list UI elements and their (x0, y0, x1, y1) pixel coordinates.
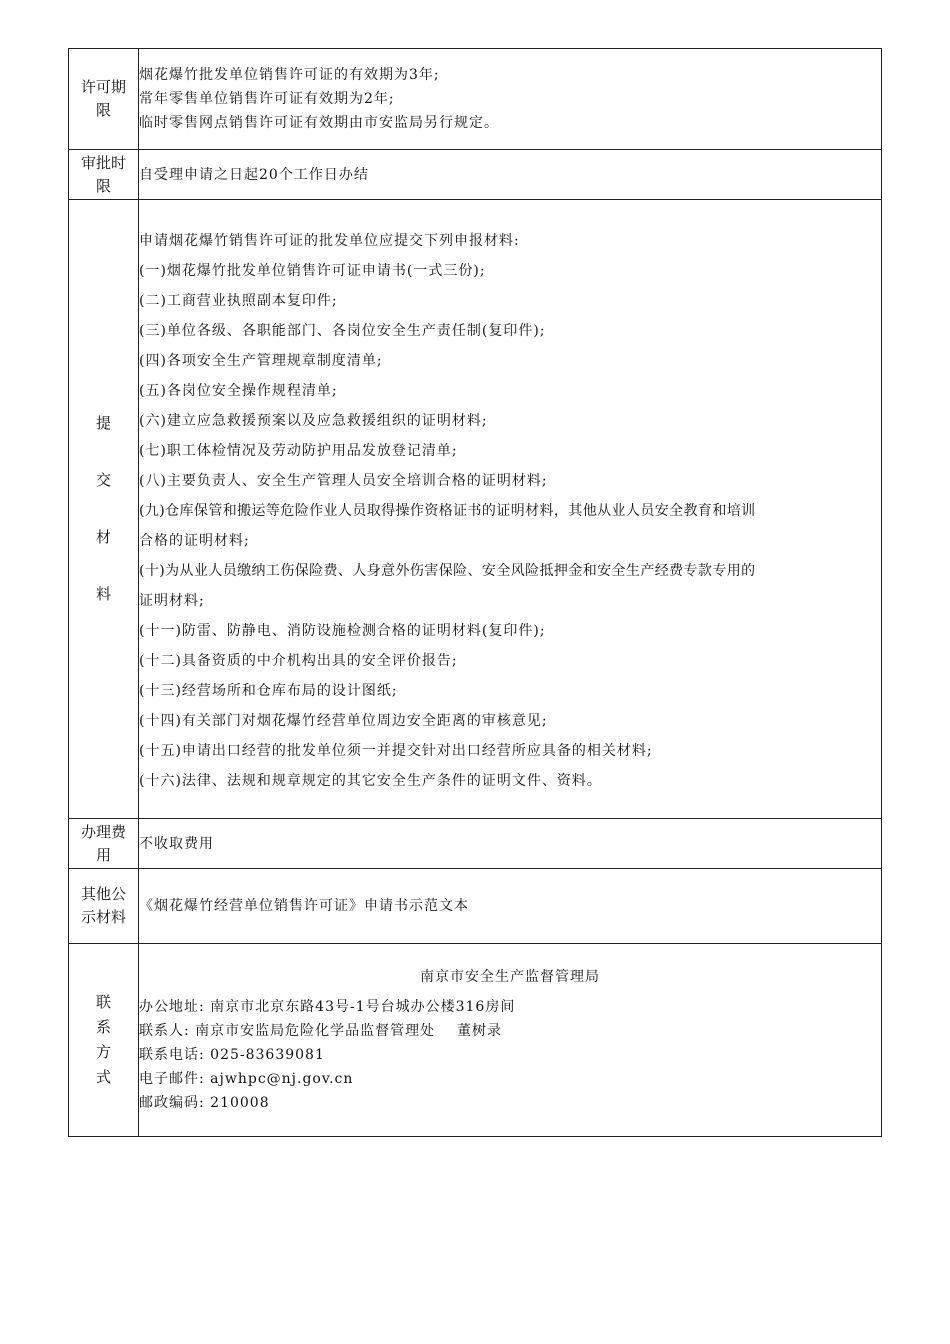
validity-line-1: 烟花爆竹批发单位销售许可证的有效期为3年; (139, 67, 440, 83)
label-contact (69, 944, 139, 1137)
contact-address: 办公地址: 南京市北京东路43号-1号台城办公楼316房间 (139, 999, 516, 1015)
info-table (68, 48, 882, 1137)
content-fee (139, 819, 882, 869)
material-line: (四)各项安全生产管理规章制度清单; (139, 353, 383, 369)
label-other-text: 其他公示材料 (80, 885, 126, 926)
content-other (139, 869, 882, 944)
row-validity (69, 49, 882, 150)
materials-label-char-2: 交 (95, 471, 111, 489)
contact-org: 南京市安全生产监督管理局 (420, 969, 600, 985)
contact-phone: 联系电话: 025-83639081 (139, 1047, 325, 1063)
label-time-limit (69, 150, 139, 200)
validity-line-2: 常年零售单位销售许可证有效期为2年; (139, 91, 395, 107)
label-fee (69, 819, 139, 869)
material-line: (七)职工体检情况及劳动防护用品发放登记清单; (139, 443, 458, 459)
row-contact (69, 944, 882, 1137)
material-line: (六)建立应急救援预案以及应急救援组织的证明材料; (139, 413, 488, 429)
label-materials (69, 200, 139, 819)
material-line: (九)仓库保管和搬运等危险作业人员取得操作资格证书的证明材料，其他从业人员安全教育和培训 (139, 503, 756, 519)
row-fee (69, 819, 882, 869)
row-other (69, 869, 882, 944)
contact-label-char-3: 方 (95, 1043, 111, 1061)
materials-label-char-4: 料 (95, 585, 111, 603)
row-time-limit (69, 150, 882, 200)
materials-label-char-3: 材 (95, 528, 111, 546)
contact-postcode: 邮政编码: 210008 (139, 1095, 270, 1111)
fee-text: 不收取费用 (139, 835, 214, 852)
content-materials (139, 200, 882, 819)
material-line: 申请烟花爆竹销售许可证的批发单位应提交下列申报材料: (139, 233, 520, 249)
materials-label-char-1: 提 (95, 414, 111, 432)
material-line: (十五)申请出口经营的批发单位须一并提交针对出口经营所应具备的相关材料; (139, 743, 653, 759)
material-line: 合格的证明材料; (139, 533, 250, 549)
label-validity-text: 许可期限 (80, 78, 126, 119)
material-line: (十)为从业人员缴纳工伤保险费、人身意外伤害保险、安全风险抵押金和安全生产经费专款专用的 (139, 563, 756, 579)
material-line: (一)烟花爆竹批发单位销售许可证申请书(一式三份); (139, 263, 486, 279)
contact-label-char-1: 联 (95, 993, 111, 1011)
validity-line-3: 临时零售网点销售许可证有效期由市安监局另行规定。 (139, 115, 499, 131)
other-text: 《烟花爆竹经营单位销售许可证》申请书示范文本 (139, 898, 469, 914)
content-contact (139, 944, 882, 1137)
material-line: (十三)经营场所和仓库布局的设计图纸; (139, 683, 398, 699)
content-time-limit (139, 150, 882, 200)
label-validity (69, 49, 139, 150)
material-line: (二)工商营业执照副本复印件; (139, 293, 338, 309)
material-line: (十一)防雷、防静电、消防设施检测合格的证明材料(复印件); (139, 623, 546, 639)
material-line: (五)各岗位安全操作规程清单; (139, 383, 338, 399)
label-other (69, 869, 139, 944)
contact-person: 联系人: 南京市安监局危险化学品监督管理处 董树录 (139, 1023, 502, 1039)
time-limit-text: 自受理申请之日起20个工作日办结 (139, 166, 369, 183)
material-line: (十二)具备资质的中介机构出具的安全评价报告; (139, 653, 458, 669)
material-line: (三)单位各级、各职能部门、各岗位安全生产责任制(复印件); (139, 323, 546, 339)
contact-label-char-4: 式 (95, 1068, 111, 1086)
contact-email: 电子邮件: ajwhpc@nj.gov.cn (139, 1071, 354, 1087)
material-line: (十六)法律、法规和规章规定的其它安全生产条件的证明文件、资料。 (139, 773, 602, 789)
label-time-limit-text: 审批时限 (80, 153, 126, 195)
material-line: 证明材料; (139, 593, 205, 609)
row-materials (69, 200, 882, 819)
label-fee-text: 办理费用 (80, 822, 126, 864)
content-validity (139, 49, 882, 150)
material-line: (十四)有关部门对烟花爆竹经营单位周边安全距离的审核意见; (139, 713, 548, 729)
material-line: (八)主要负责人、安全生产管理人员安全培训合格的证明材料; (139, 473, 548, 489)
contact-label-char-2: 系 (95, 1018, 111, 1036)
